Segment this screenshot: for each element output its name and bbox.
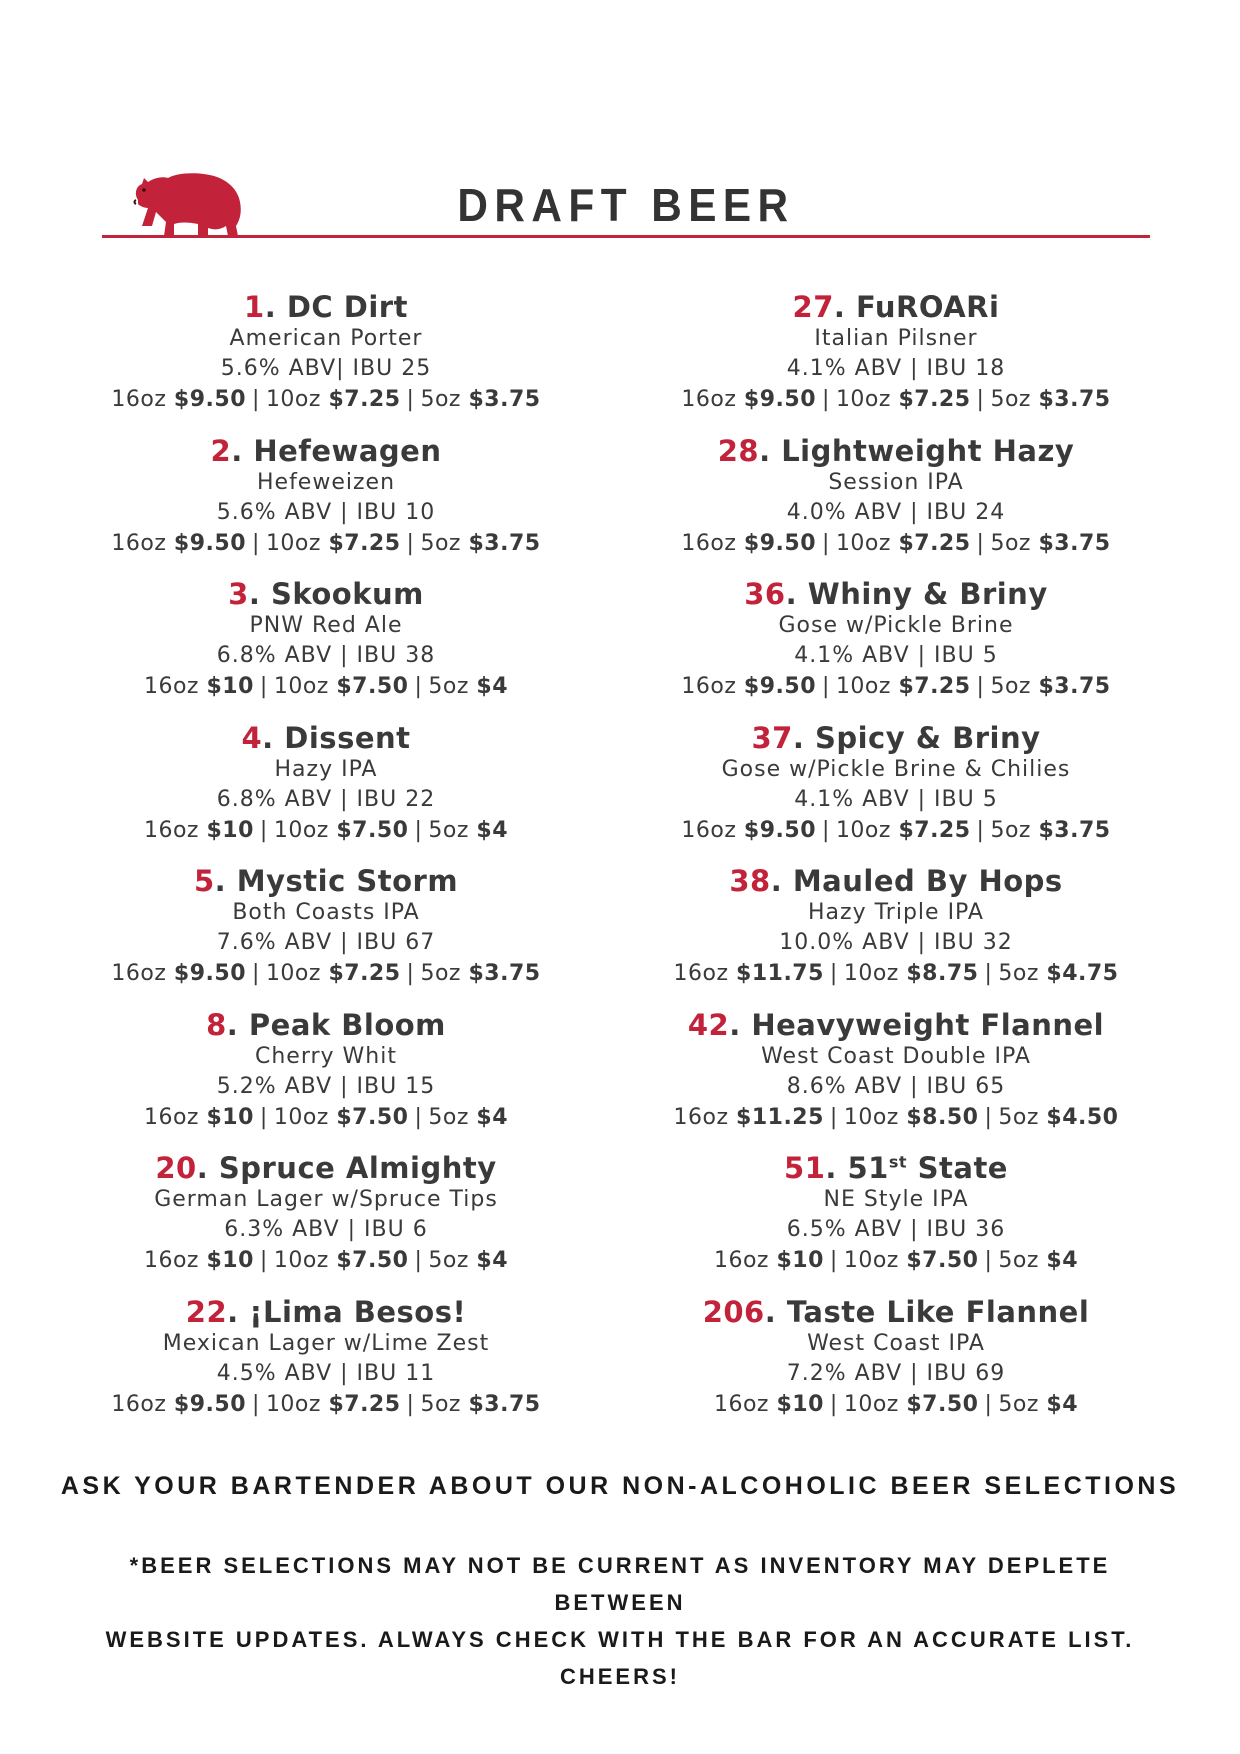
price-value: $10 <box>776 1391 824 1417</box>
price-value: $10 <box>776 1248 824 1273</box>
beer-style: Session IPA <box>828 469 964 495</box>
beer-style: Hefeweizen <box>256 469 396 495</box>
beer-name <box>626 1151 1166 1185</box>
size-label: 10oz <box>265 530 321 556</box>
price-value: $7.50 <box>336 817 409 843</box>
beer-number: 28 <box>717 433 760 468</box>
beer-number: 42 <box>687 1007 730 1042</box>
size-label: 5oz <box>998 961 1039 986</box>
size-label: 5oz <box>990 817 1031 843</box>
price-value: $7.25 <box>328 387 401 412</box>
price-value: $9.50 <box>743 387 817 412</box>
size-label: 16oz <box>111 1391 167 1417</box>
size-label: 10oz <box>843 1104 899 1130</box>
beer-number: 1 <box>244 290 265 324</box>
beer-item <box>626 434 1166 578</box>
beer-number-dot: . <box>248 577 271 611</box>
non-alcoholic-notice: ASK YOUR BARTENDER ABOUT OUR NON-ALCOHOLIC BEER SELECTIONS <box>60 1472 1180 1500</box>
size-label: 16oz <box>143 817 199 843</box>
price-separator: | <box>414 817 423 843</box>
price-value: $3.75 <box>468 530 541 556</box>
beer-name-text: FuROARi <box>856 290 1000 324</box>
price-value: $9.50 <box>743 530 817 556</box>
beer-style: Gose w/Pickle Brine <box>778 613 1014 638</box>
size-label: 5oz <box>428 1248 469 1273</box>
size-label: 10oz <box>265 387 321 412</box>
price-value: $7.50 <box>336 1248 409 1273</box>
price-separator: | <box>259 817 268 843</box>
beer-style: NE Style IPA <box>823 1187 969 1212</box>
beer-list-left <box>56 290 596 1438</box>
beer-prices <box>56 671 596 703</box>
price-separator: | <box>984 1391 993 1417</box>
beer-prices <box>56 1102 596 1134</box>
beer-item <box>626 1295 1166 1439</box>
beer-stats: 4.1% ABV | IBU 5 <box>794 786 998 812</box>
price-separator: | <box>252 530 260 556</box>
size-label: 16oz <box>111 387 167 412</box>
beer-style: German Lager w/Spruce Tips <box>154 1187 498 1212</box>
beer-stats: 6.3% ABV | IBU 6 <box>224 1217 428 1242</box>
beer-prices <box>56 1389 596 1421</box>
size-label: 5oz <box>990 674 1031 699</box>
size-label: 5oz <box>420 530 461 556</box>
beer-name-text: Heavyweight Flannel <box>751 1007 1105 1042</box>
beer-number: 4 <box>241 720 263 755</box>
price-value: $7.50 <box>906 1391 979 1417</box>
beer-name-text: Lightweight Hazy <box>781 433 1075 468</box>
beer-style: Cherry Whit <box>255 1043 397 1069</box>
beer-name-text: Peak Bloom <box>248 1007 446 1042</box>
beer-name <box>56 1295 596 1329</box>
beer-name <box>56 864 596 898</box>
beer-stats: 4.1% ABV | IBU 5 <box>794 643 998 668</box>
beer-item <box>626 1008 1166 1152</box>
price-value: $3.75 <box>468 1391 541 1417</box>
price-value: $7.25 <box>898 674 971 699</box>
beer-number: 20 <box>155 1151 197 1185</box>
size-label: 5oz <box>998 1104 1039 1130</box>
beer-name <box>56 290 596 324</box>
beer-item <box>56 434 596 578</box>
beer-stats: 6.8% ABV | IBU 22 <box>216 786 436 812</box>
size-label: 10oz <box>835 674 891 699</box>
beer-item <box>56 1008 596 1152</box>
size-label: 5oz <box>420 961 461 986</box>
price-value: $7.25 <box>328 961 401 986</box>
beer-name <box>56 1151 596 1185</box>
size-label: 10oz <box>843 961 899 986</box>
menu-header <box>102 150 1150 240</box>
size-label: 10oz <box>835 530 891 556</box>
price-value: $7.25 <box>328 1391 401 1417</box>
price-separator: | <box>406 387 415 412</box>
price-separator: | <box>829 1391 838 1417</box>
beer-prices <box>626 384 1166 416</box>
price-separator: | <box>829 961 838 986</box>
size-label: 5oz <box>428 674 469 699</box>
price-separator: | <box>252 961 260 986</box>
size-label: 10oz <box>265 1391 321 1417</box>
price-value: $3.75 <box>1038 387 1111 412</box>
beer-list-right <box>626 290 1166 1438</box>
beer-style: PNW Red Ale <box>249 613 403 638</box>
price-value: $9.50 <box>173 1391 247 1417</box>
price-value: $9.50 <box>743 674 817 699</box>
price-separator: | <box>822 674 830 699</box>
size-label: 10oz <box>273 674 329 699</box>
size-label: 16oz <box>111 530 167 556</box>
size-label: 10oz <box>835 387 891 412</box>
size-label: 16oz <box>673 1104 729 1130</box>
size-label: 16oz <box>143 1104 199 1130</box>
beer-name <box>626 721 1166 755</box>
beer-item <box>56 1151 596 1295</box>
beer-item <box>56 577 596 721</box>
beer-number-dot: . <box>729 1007 752 1042</box>
size-label: 5oz <box>420 1391 461 1417</box>
beer-name-text: Hefewagen <box>253 433 442 468</box>
beer-name-text: ¡Lima Besos! <box>249 1294 467 1329</box>
price-separator: | <box>829 1104 838 1130</box>
price-value: $4 <box>1046 1248 1079 1273</box>
beer-name <box>626 864 1166 898</box>
price-value: $9.50 <box>743 817 817 843</box>
price-separator: | <box>252 1391 260 1417</box>
size-label: 16oz <box>673 961 729 986</box>
price-separator: | <box>406 530 415 556</box>
price-value: $7.25 <box>898 387 971 412</box>
size-label: 16oz <box>681 817 737 843</box>
beer-item <box>626 290 1166 434</box>
size-label: 10oz <box>265 961 321 986</box>
size-label: 16oz <box>713 1248 769 1273</box>
price-value: $4 <box>1046 1391 1079 1417</box>
beer-number-dot: . <box>785 577 808 611</box>
beer-name-text: Whiny & Briny <box>807 577 1048 611</box>
beer-name <box>626 434 1166 468</box>
beer-prices <box>626 1102 1166 1134</box>
beer-style: Italian Pilsner <box>814 326 978 351</box>
beer-name <box>56 721 596 755</box>
beer-number: 27 <box>792 290 834 324</box>
price-separator: | <box>976 387 985 412</box>
price-separator: | <box>406 1391 415 1417</box>
price-value: $10 <box>206 674 254 699</box>
beer-prices <box>626 528 1166 560</box>
beer-stats: 6.5% ABV | IBU 36 <box>786 1217 1006 1242</box>
beer-prices <box>626 671 1166 703</box>
beer-stats: 4.1% ABV | IBU 18 <box>786 356 1006 381</box>
size-label: 16oz <box>713 1391 769 1417</box>
price-value: $3.75 <box>468 387 541 412</box>
beer-number: 8 <box>206 1007 227 1042</box>
price-separator: | <box>259 674 268 699</box>
price-value: $3.75 <box>1038 530 1111 556</box>
beer-stats: 10.0% ABV | IBU 32 <box>779 930 1013 955</box>
size-label: 5oz <box>990 530 1031 556</box>
price-value: $11.25 <box>736 1104 824 1130</box>
price-separator: | <box>406 961 415 986</box>
beer-name-suffix: State <box>907 1151 1008 1185</box>
size-label: 10oz <box>273 817 329 843</box>
beer-name-text: Dissent <box>284 720 411 755</box>
size-label: 16oz <box>681 387 737 412</box>
beer-item <box>56 864 596 1008</box>
beer-number-dot: . <box>764 1294 787 1329</box>
beer-name <box>56 1008 596 1042</box>
beer-number: 3 <box>228 577 249 611</box>
beer-item <box>56 1295 596 1439</box>
beer-prices <box>56 528 596 560</box>
beer-style: Gose w/Pickle Brine & Chilies <box>721 756 1071 782</box>
price-separator: | <box>414 1104 423 1130</box>
price-separator: | <box>822 817 830 843</box>
beer-number-dot: . <box>770 864 793 898</box>
price-value: $9.50 <box>173 961 247 986</box>
beer-number: 2 <box>210 433 232 468</box>
beer-stats: 4.5% ABV | IBU 11 <box>216 1360 436 1386</box>
price-value: $11.75 <box>736 961 824 986</box>
size-label: 5oz <box>428 1104 469 1130</box>
page-title: DRAFT BEER <box>457 179 795 231</box>
price-separator: | <box>976 530 985 556</box>
beer-prices <box>626 1389 1166 1421</box>
price-value: $10 <box>206 1248 254 1273</box>
beer-name-text: Mystic Storm <box>236 864 459 898</box>
price-separator: | <box>822 387 830 412</box>
price-value: $7.25 <box>898 530 971 556</box>
beer-prices <box>56 384 596 416</box>
beer-stats: 5.6% ABV | IBU 10 <box>216 499 436 525</box>
size-label: 10oz <box>835 817 891 843</box>
price-value: $4 <box>476 1104 509 1130</box>
beer-name-superscript: st <box>888 1152 908 1172</box>
beer-name-text: 51 <box>847 1151 889 1185</box>
beer-prices <box>626 815 1166 847</box>
beer-name-text: Mauled By Hops <box>792 864 1063 898</box>
disclaimer-line-2: WEBSITE UPDATES. ALWAYS CHECK WITH THE BAR FOR AN ACCURATE LIST. CHEERS! <box>105 1627 1135 1689</box>
beer-number: 38 <box>729 864 771 898</box>
price-separator: | <box>984 1104 993 1130</box>
beer-style: Hazy Triple IPA <box>808 900 984 925</box>
price-value: $7.25 <box>898 817 971 843</box>
price-value: $9.50 <box>173 387 247 412</box>
price-value: $4 <box>476 1248 509 1273</box>
price-value: $9.50 <box>173 530 247 556</box>
price-separator: | <box>259 1248 268 1273</box>
beer-prices <box>56 815 596 847</box>
price-separator: | <box>976 674 985 699</box>
beer-item <box>56 721 596 865</box>
beer-name <box>626 577 1166 611</box>
beer-number-dot: . <box>792 720 815 755</box>
size-label: 5oz <box>990 387 1031 412</box>
price-value: $3.75 <box>468 961 541 986</box>
beer-prices <box>626 1245 1166 1277</box>
beer-style: West Coast Double IPA <box>761 1043 1031 1069</box>
price-separator: | <box>984 1248 993 1273</box>
price-separator: | <box>822 530 830 556</box>
beer-number-dot: . <box>231 433 254 468</box>
price-value: $3.75 <box>1038 674 1111 699</box>
beer-style: Both Coasts IPA <box>232 900 420 925</box>
price-value: $4.75 <box>1046 961 1119 986</box>
price-value: $4.50 <box>1046 1104 1119 1130</box>
disclaimer <box>100 1547 1140 1695</box>
size-label: 16oz <box>681 674 737 699</box>
beer-style: Hazy IPA <box>274 756 378 782</box>
price-value: $8.75 <box>906 961 979 986</box>
size-label: 16oz <box>111 961 167 986</box>
header-divider <box>102 235 1150 238</box>
beer-number-dot: . <box>214 864 237 898</box>
beer-name <box>56 434 596 468</box>
price-value: $8.50 <box>906 1104 979 1130</box>
beer-item <box>56 290 596 434</box>
beer-prices <box>56 958 596 990</box>
size-label: 10oz <box>843 1248 899 1273</box>
size-label: 10oz <box>843 1391 899 1417</box>
beer-name-text: DC Dirt <box>286 290 408 324</box>
beer-number-dot: . <box>227 1294 250 1329</box>
beer-item <box>626 721 1166 865</box>
price-separator: | <box>414 674 423 699</box>
price-value: $10 <box>206 817 254 843</box>
beer-name-text: Spruce Almighty <box>218 1151 497 1185</box>
beer-item <box>626 1151 1166 1295</box>
price-value: $7.50 <box>336 1104 409 1130</box>
beer-name-text: Taste Like Flannel <box>786 1294 1090 1329</box>
beer-number: 51 <box>784 1151 826 1185</box>
beer-number-dot: . <box>264 290 287 324</box>
price-separator: | <box>984 961 993 986</box>
beer-item <box>626 577 1166 721</box>
price-separator: | <box>829 1248 838 1273</box>
size-label: 10oz <box>273 1248 329 1273</box>
price-value: $4 <box>476 674 509 699</box>
beer-name <box>626 290 1166 324</box>
beer-stats: 7.2% ABV | IBU 69 <box>786 1360 1006 1386</box>
beer-number: 36 <box>744 577 786 611</box>
beer-item <box>626 864 1166 1008</box>
beer-style: West Coast IPA <box>807 1330 985 1356</box>
beer-stats: 7.6% ABV | IBU 67 <box>216 930 436 955</box>
beer-prices <box>56 1245 596 1277</box>
beer-name <box>626 1295 1166 1329</box>
beer-name-text: Spicy & Briny <box>814 720 1041 755</box>
beer-number-dot: . <box>825 1151 848 1185</box>
size-label: 16oz <box>143 674 199 699</box>
size-label: 16oz <box>681 530 737 556</box>
beer-stats: 5.2% ABV | IBU 15 <box>216 1073 436 1099</box>
beer-number-dot: . <box>759 433 782 468</box>
beer-style: American Porter <box>229 326 423 351</box>
beer-stats: 4.0% ABV | IBU 24 <box>786 499 1006 525</box>
beer-number: 22 <box>185 1294 228 1329</box>
beer-name <box>626 1008 1166 1042</box>
beer-number-dot: . <box>833 290 857 324</box>
price-value: $3.75 <box>1038 817 1111 843</box>
beer-prices <box>626 958 1166 990</box>
disclaimer-line-1: *BEER SELECTIONS MAY NOT BE CURRENT AS INVENTORY MAY DEPLETE BETWEEN <box>129 1553 1111 1615</box>
price-separator: | <box>252 387 260 412</box>
beer-number-dot: . <box>226 1007 249 1042</box>
size-label: 10oz <box>273 1104 329 1130</box>
price-separator: | <box>414 1248 423 1273</box>
size-label: 5oz <box>998 1248 1039 1273</box>
beer-style: Mexican Lager w/Lime Zest <box>162 1330 490 1356</box>
price-value: $10 <box>206 1104 254 1130</box>
price-separator: | <box>976 817 985 843</box>
size-label: 5oz <box>428 817 469 843</box>
beer-number: 37 <box>751 720 793 755</box>
price-value: $7.50 <box>336 674 409 699</box>
beer-number: 5 <box>193 864 215 898</box>
beer-stats: 5.6% ABV| IBU 25 <box>220 356 432 381</box>
size-label: 16oz <box>143 1248 199 1273</box>
price-value: $7.25 <box>328 530 401 556</box>
beer-number: 206 <box>702 1294 765 1329</box>
price-value: $4 <box>476 817 509 843</box>
size-label: 5oz <box>998 1391 1039 1417</box>
price-value: $7.50 <box>906 1248 979 1273</box>
beer-name <box>56 577 596 611</box>
size-label: 5oz <box>420 387 461 412</box>
beer-stats: 6.8% ABV | IBU 38 <box>216 643 436 668</box>
price-separator: | <box>259 1104 268 1130</box>
beer-number-dot: . <box>196 1151 219 1185</box>
beer-name-text: Skookum <box>270 577 424 611</box>
beer-stats: 8.6% ABV | IBU 65 <box>786 1073 1006 1099</box>
beer-number-dot: . <box>262 720 285 755</box>
